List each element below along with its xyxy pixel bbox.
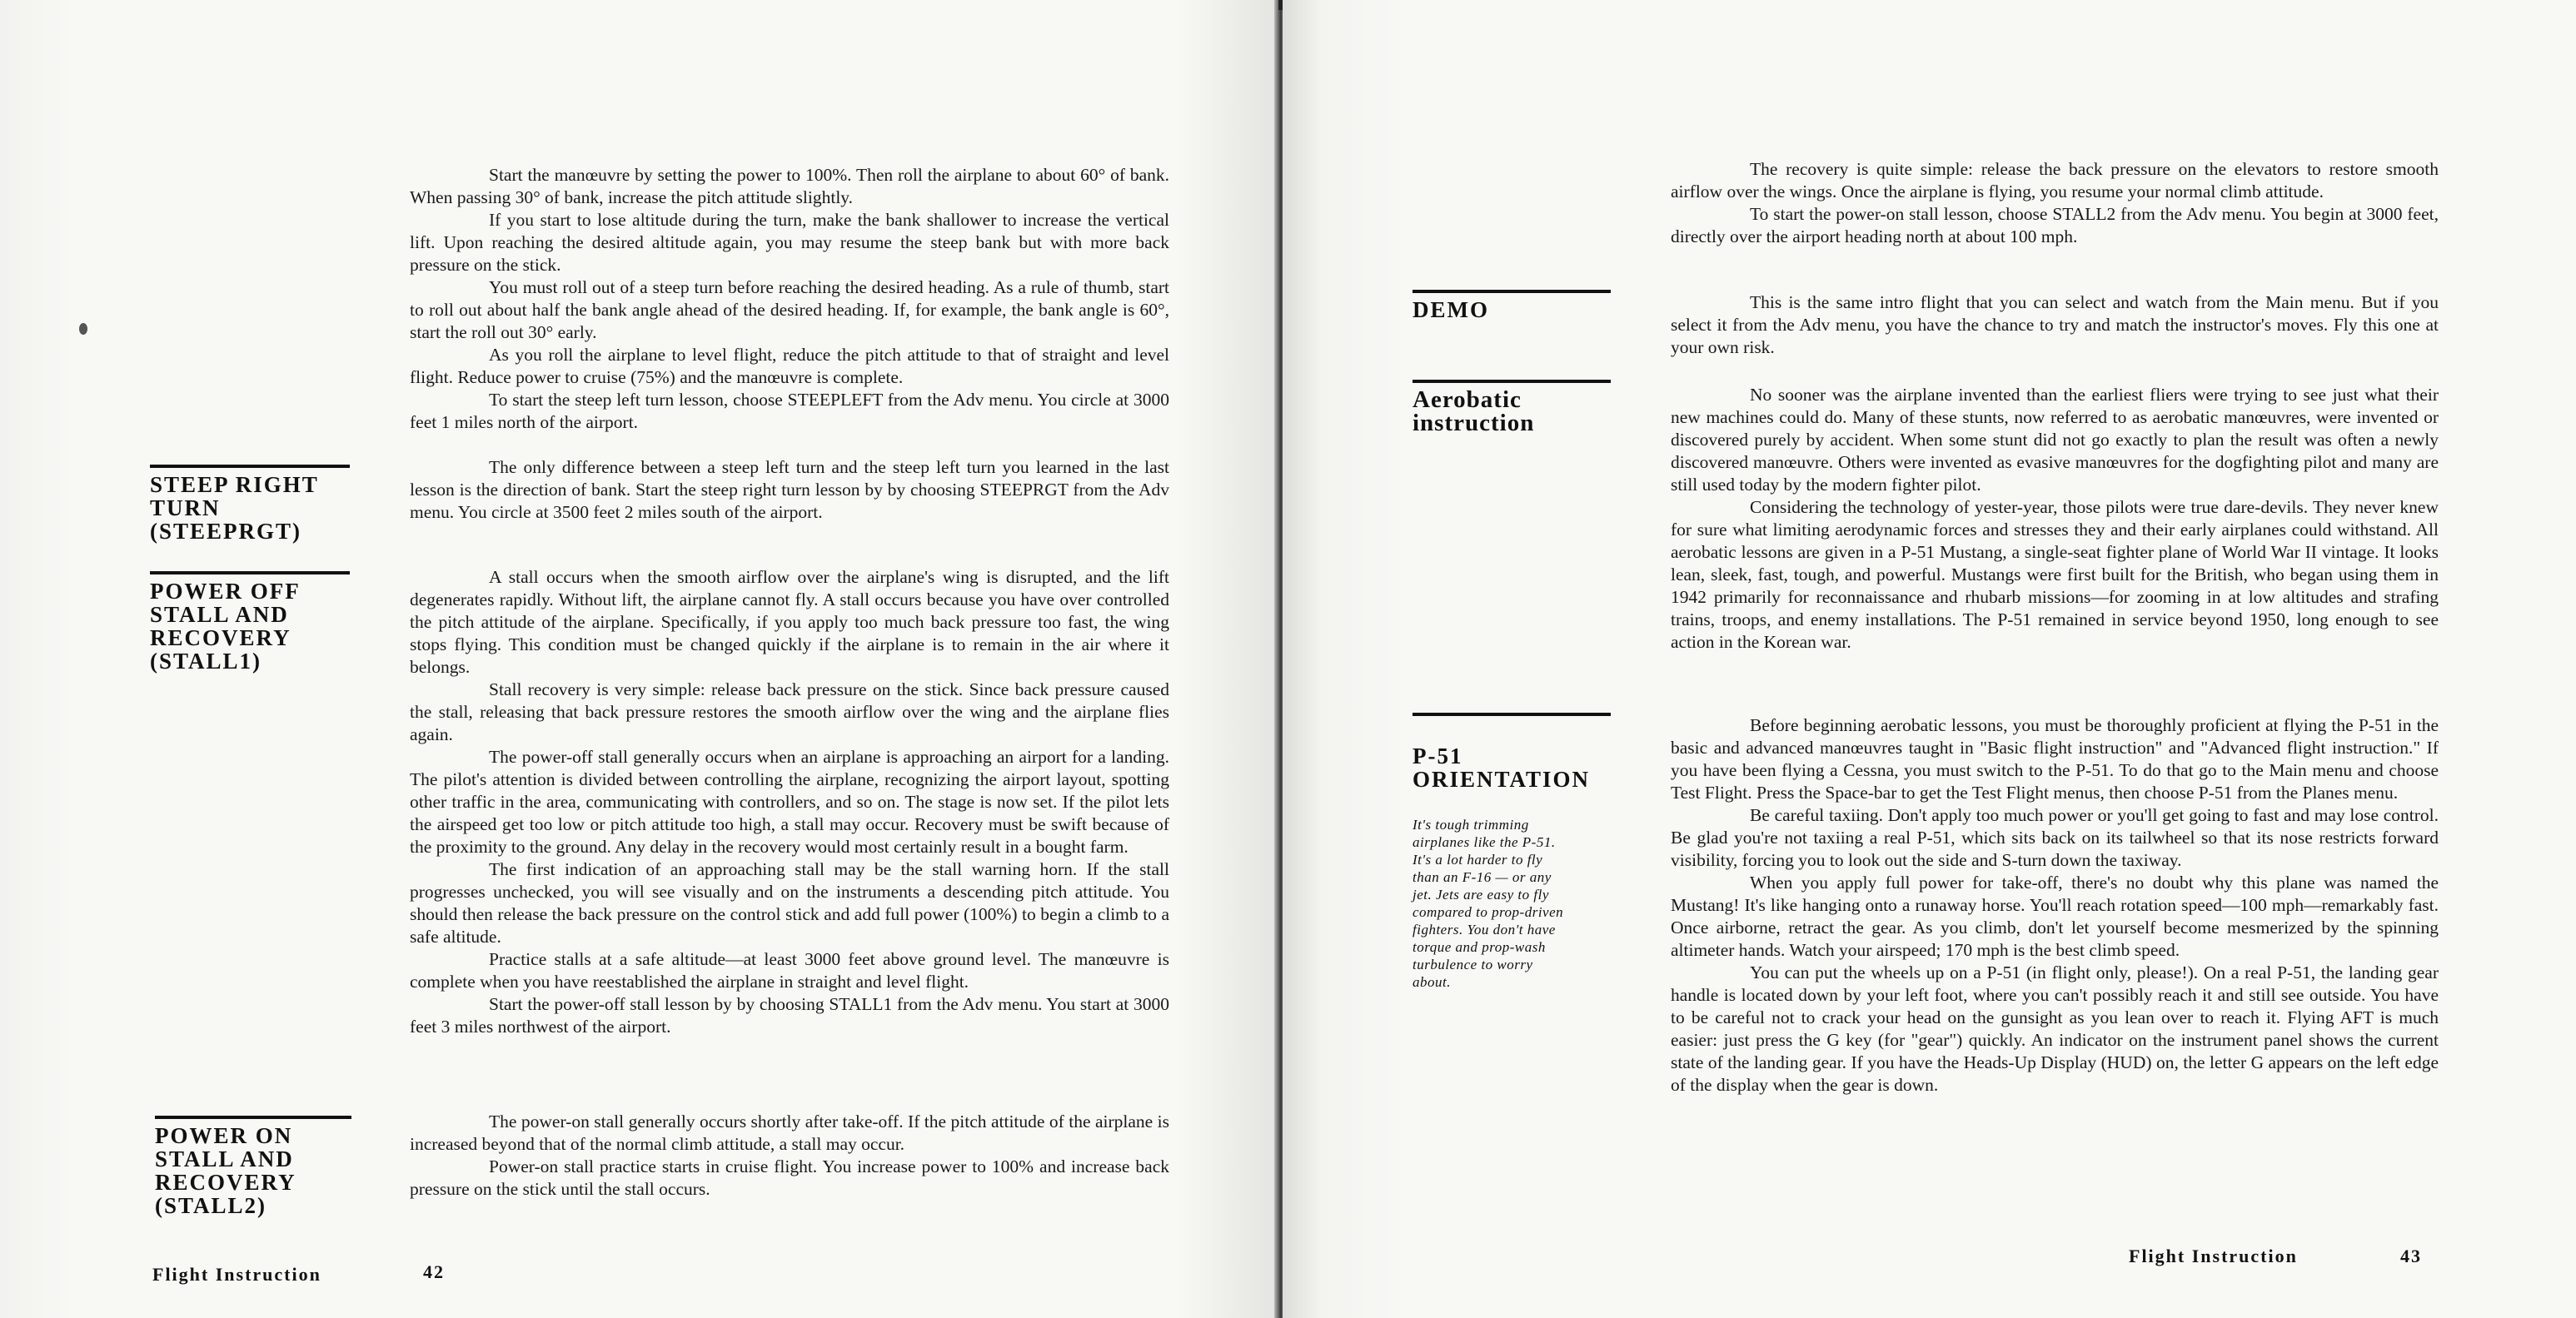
left-text-block-2	[410, 456, 1169, 524]
paragraph: Start the power-off stall lesson by by choosing STALL1 from the Adv menu. You start at 3000 feet 3 miles northwest of the airport.	[410, 994, 1169, 1037]
paragraph: This is the same intro flight that you can select and watch from the Main menu. But if you select it from the Adv menu, you have the chance to try and match the instructor's moves. Fly this one at your own risk.	[1671, 292, 2439, 357]
paragraph: To start the power-on stall lesson, choose STALL2 from the Adv menu. You begin at 3000 feet, directly over the airport heading north at about 100 mph.	[1671, 204, 2439, 246]
paragraph: If you start to lose altitude during the turn, make the bank shallower to increase the vertical lift. Upon reaching the desired altitude again, you may resume the steep bank but with more back pressure on the stick.	[410, 210, 1169, 275]
right-page	[1283, 0, 2576, 1318]
paragraph: Be careful taxiing. Don't apply too much power or you'll get going to fast and may lose control. Be glad you're not taxiing a real P-51, which sits back on its tailwheel so that its nose restricts forward visibility, forcing you to look out the side and S-turn down the taxiway.	[1671, 805, 2439, 870]
paragraph: Before beginning aerobatic lessons, you must be thoroughly proficient at flying the P-51 in the basic and advanced manœuvres taught in "Basic flight instruction" and "Advanced flight instruction." If you have been flying a Cessna, you must switch to the P-51. To do that go to the Main menu and choose Test Flight. Press the Space-bar to get the Test Flight menus, then choose P-51 from the Planes menu.	[1671, 715, 2439, 803]
footer-title: Flight Instruction	[152, 1264, 321, 1285]
paragraph: You must roll out of a steep turn before reaching the desired heading. As a rule of thumb, start to roll out about half the bank angle ahead of the desired heading. If, for example, the bank angle is 60°, start the roll out 30° early.	[410, 277, 1169, 342]
paragraph: You can put the wheels up on a P-51 (in flight only, please!). On a real P-51, the landing gear handle is located down by your left foot, where you can't possibly reach it and still see outside. You have to be careful not to crack your head on the gunsight as you lean over to reach it. Flying AFT is much easier: just press the G key (for "gear") quickly. An indicator on the instrument panel shows the current state of the landing gear. If you have the Heads-Up Display (HUD) on, the letter G appears on the left edge of the display when the gear is down.	[1671, 962, 2439, 1095]
heading-demo: DEMO	[1413, 290, 1611, 321]
paragraph: Practice stalls at a safe altitude—at least 3000 feet above ground level. The manœuvre is complete when you have reestablished the airplane in straight and level flight.	[410, 949, 1169, 992]
right-text-block-4	[1671, 714, 2439, 1097]
paragraph: The power-on stall generally occurs shortly after take-off. If the pitch attitude of the airplane is increased beyond that of the normal climb attitude, a stall may occur.	[410, 1112, 1169, 1154]
paragraph: Stall recovery is very simple: release back pressure on the stick. Since back pressure caused the stall, releasing that back pressure restores the smooth airflow over the wing and the airplane flies again.	[410, 679, 1169, 744]
paragraph: When you apply full power for take-off, there's no doubt why this plane was named the Mustang! It's like hanging onto a runaway horse. You'll reach rotation speed—100 mph—remarkably fast. Once airborne, retract the gear. As you climb, don't let yourself become mesmerized by the spinning altimeter hands. Watch your airspeed; 170 mph is the best climb speed.	[1671, 873, 2439, 960]
heading-aerobatic-instruction: Aerobatic instruction	[1413, 380, 1611, 435]
footer-title: Flight Instruction	[2129, 1246, 2298, 1266]
paragraph: The power-off stall generally occurs when an airplane is approaching an airport for a landing. The pilot's attention is divided between controlling the airplane, recognizing the airport layout, spotting other traffic in the area, communicating with controllers, and so on. The stage is now set. If the pilot lets the airspeed get too low or pitch attitude too high, a stall may occur. Recovery must be swift because of the proximity to the ground. Any delay in the recovery would most certainly result in a bought farm.	[410, 747, 1169, 857]
heading-p51-orientation	[1413, 713, 1611, 1014]
p51-margin-note: It's tough trimming airplanes like the P-51. It's a lot harder to fly than an F-16 — or any jet. Jets are easy to fly compared to prop-driven fighters. You don't have torque and prop-wash turbulence to worry about.	[1413, 817, 1564, 990]
p51-heading-text: P-51 ORIENTATION	[1413, 744, 1591, 792]
heading-power-off-stall: POWER OFF STALL AND RECOVERY (STALL1)	[150, 571, 350, 673]
paragraph: To start the steep left turn lesson, choose STEEPLEFT from the Adv menu. You circle at 3000 feet 1 miles north of the airport.	[410, 390, 1169, 432]
paragraph: A stall occurs when the smooth airflow over the airplane's wing is disrupted, and the lift degenerates rapidly. Without lift, the airplane cannot fly. A stall occurs because you have over controlled the pitch attitude of the airplane. Specifically, if you apply too much back pressure too fast, the wing stops flying. This condition must be changed quickly if the airplane is to remain in the air where it belongs.	[410, 567, 1169, 677]
paragraph: The only difference between a steep left turn and the steep left turn you learned in the last lesson is the direction of bank. Start the steep right turn lesson by by choosing STEEPRGT from the Adv menu. You circle at 3500 feet 2 miles south of the airport.	[410, 457, 1169, 522]
paragraph: The first indication of an approaching stall may be the stall warning horn. If the stall progresses unchecked, you will see visually and on the instruments a descending pitch attitude. You should then release the back pressure on the control stick and add full power (100%) to begin a climb to a safe altitude.	[410, 859, 1169, 947]
right-text-block-2	[1671, 291, 2439, 359]
paragraph: The recovery is quite simple: release the back pressure on the elevators to restore smooth airflow over the wings. Once the airplane is flying, you resume your normal climb attitude.	[1671, 159, 2439, 201]
right-text-block-3	[1671, 384, 2439, 654]
heading-power-on-stall: POWER ON STALL AND RECOVERY (STALL2)	[155, 1116, 351, 1217]
left-text-block-4	[410, 1111, 1169, 1201]
paragraph: Start the manœuvre by setting the power to 100%. Then roll the airplane to about 60° of bank. When passing 30° of bank, increase the pitch attitude slightly.	[410, 165, 1169, 207]
paragraph: As you roll the airplane to level flight, reduce the pitch attitude to that of straight and level flight. Reduce power to cruise (75%) and the manœuvre is complete.	[410, 345, 1169, 387]
page-number: 43	[2400, 1246, 2422, 1266]
left-text-block-3	[410, 566, 1169, 1038]
right-text-block-1	[1671, 158, 2439, 248]
left-text-block-1	[410, 164, 1169, 434]
paragraph: Power-on stall practice starts in cruise flight. You increase power to 100% and increase back pressure on the stick until the stall occurs.	[410, 1156, 1169, 1199]
binding-mark	[79, 323, 87, 335]
page-number: 42	[423, 1261, 445, 1282]
left-page	[0, 0, 1278, 1318]
paragraph: Considering the technology of yester-year, those pilots were true dare-devils. They never knew for sure what limiting aerodynamic forces and stresses they and their early airplanes could withstand. All aerobatic lessons are given in a P-51 Mustang, a single-seat fighter plane of World War II vintage. It looks lean, sleek, fast, tough, and powerful. Mustangs were first built for the British, who began using them in 1942 primarily for reconnaissance and rhubarb missions—for zooming in at low altitudes and strafing trains, troops, and enemy installations. The P-51 remained in service beyond 1950, long enough to see action in the Korean war.	[1671, 497, 2439, 652]
paragraph: No sooner was the airplane invented than the earliest fliers were trying to see just what their new machines could do. Many of these stunts, now referred to as aerobatic manœuvres, were invented or discovered purely by accident. When some stunt did not go exactly to plan the result was often a newly discovered manœuvre. Others were invented as evasive manœuvres for the dogfighting pilot and many are still used today by the modern fighter pilot.	[1671, 385, 2439, 495]
heading-steep-right-turn: STEEP RIGHT TURN (STEEPRGT)	[150, 465, 350, 543]
